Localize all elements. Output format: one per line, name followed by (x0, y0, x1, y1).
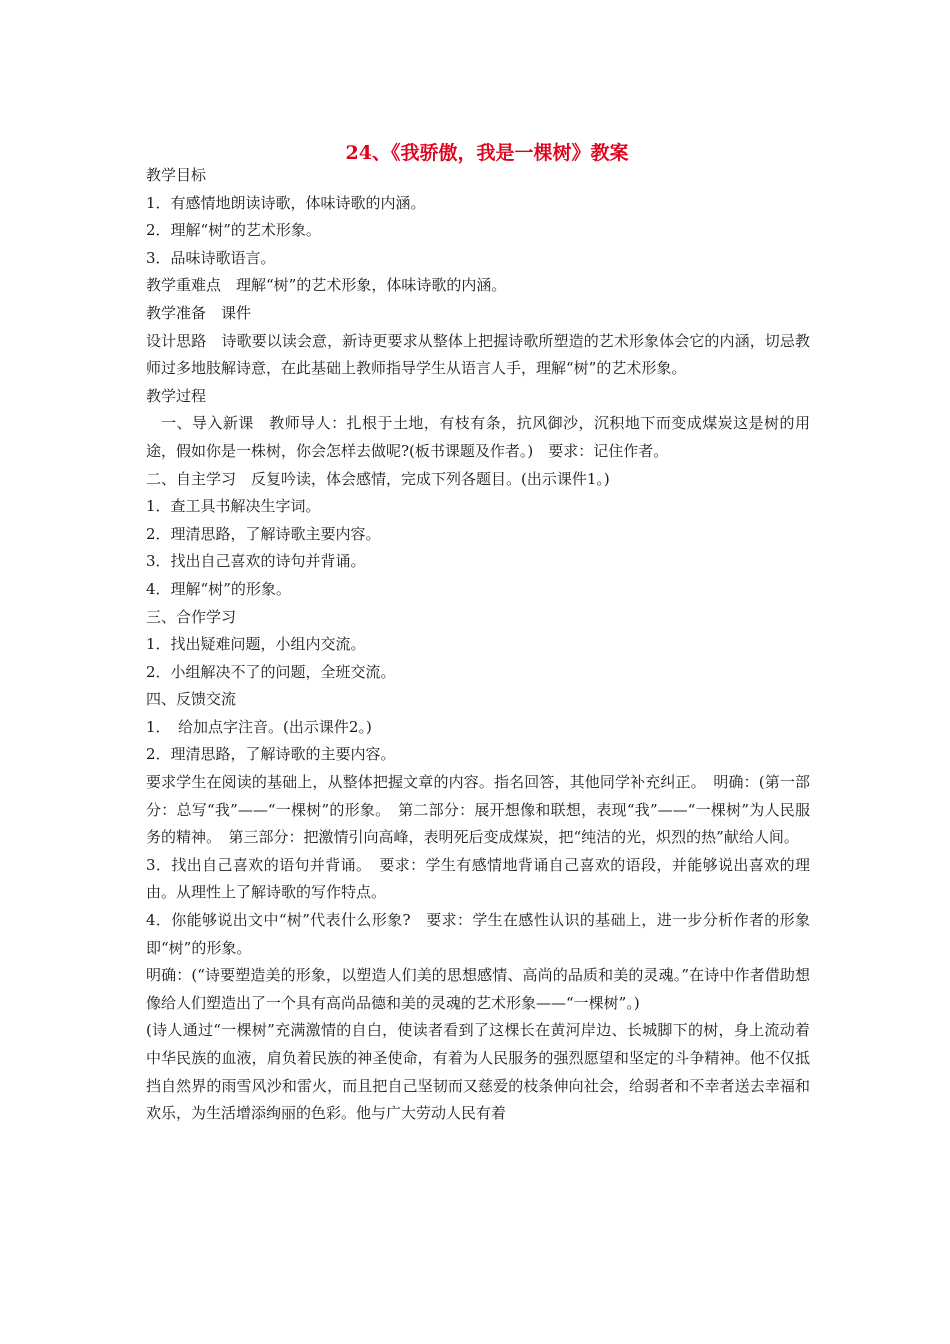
section-3-item-2: 2．小组解决不了的问题，全班交流。 (146, 662, 396, 681)
section-4-heading: 四、反馈交流 (146, 690, 237, 709)
section-3-item-1: 1．找出疑难问题，小组内交流。 (146, 635, 366, 654)
section-4-paragraph-image: 4．你能够说出文中“树”代表什么形象? 要求：学生在感性认识的基础上，进一步分析作者的形象即“树”的形象。 (146, 911, 810, 957)
document-title: 24、《我骄傲，我是一棵树》教案 (345, 142, 629, 164)
teaching-preparation: 教学准备 课件 (146, 303, 252, 322)
section-2-item-2: 2．理清思路，了解诗歌主要内容。 (146, 524, 381, 543)
section-4-paragraph-structure: 要求学生在阅读的基础上，从整体把握文章的内容。指名回答，其他同学补充纠正。 明确：(第一部分：总写“我”——“一棵树”的形象。 第二部分：展开想像和联想，表现“我”——“一棵树”为人民服务的精神。 第三部分：把激情引向高峰，表明死后变成煤炭，把“纯洁的光，炽烈的热”献给人间。 (146, 773, 810, 847)
section-4-paragraph-poet: (诗人通过“一棵树”充满激情的自白，使读者看到了这棵长在黄河岸边、长城脚下的树，身上流动着中华民族的血液，肩负着民族的神圣使命，有着为人民服务的强烈愿望和坚定的斗争精神。他不仅抵挡自然界的雨雪风沙和雷火，而且把自己坚韧而又慈爱的枝条伸向社会，给弱者和不幸者送去幸福和欢乐，为生活增添绚丽的色彩。他与广大劳动人民有着 (146, 1021, 810, 1123)
goal-item-3: 3．品味诗歌语言。 (146, 248, 276, 267)
section-4-paragraph-recite: 3．找出自己喜欢的语句并背诵。 要求：学生有感情地背诵自己喜欢的语段，并能够说出喜欢的理由。从理性上了解诗歌的写作特点。 (146, 855, 810, 902)
section-2-item-1: 1．查工具书解决生字词。 (146, 497, 321, 516)
design-idea-paragraph: 设计思路 诗歌要以读会意，新诗更要求从整体上把握诗歌所塑造的艺术形象体会它的内涵，切忌教师过多地肢解诗意，在此基础上教师指导学生从语言人手，理解“树”的艺术形象。 (146, 331, 810, 378)
section-2-heading: 二、自主学习 反复吟读，体会感情，完成下列各题目。(出示课件1。) (146, 469, 610, 488)
section-1-introduction: 一、导入新课 教师导人：扎根于土地，有枝有条，抗风御沙，沉积地下而变成煤炭这是树的用途，假如你是一株树，你会怎样去做呢?(板书课题及作者。) 要求：记住作者。 (146, 414, 810, 460)
section-2-item-4: 4．理解“树”的形象。 (146, 579, 291, 598)
heading-teaching-process: 教学过程 (146, 386, 207, 405)
section-2-item-3: 3．找出自己喜欢的诗句并背诵。 (146, 552, 366, 571)
goal-item-1: 1．有感情地朗读诗歌，体味诗歌的内涵。 (146, 193, 426, 212)
section-4-item-1: 1． 给加点字注音。(出示课件2。) (146, 717, 372, 736)
heading-teaching-goals: 教学目标 (146, 166, 207, 184)
section-3-heading: 三、合作学习 (146, 607, 237, 626)
key-difficulty: 教学重难点 理解“树”的艺术形象，体味诗歌的内涵。 (146, 276, 507, 295)
section-4-item-2: 2．理清思路，了解诗歌的主要内容。 (146, 745, 396, 764)
section-4-paragraph-clarify: 明确：(“诗要塑造美的形象，以塑造人们美的思想感情、高尚的品质和美的灵魂。”在诗中作者借助想像给人们塑造出了一个具有高尚品德和美的灵魂的艺术形象——“一棵树”。) (146, 966, 810, 1012)
goal-item-2: 2．理解“树”的艺术形象。 (146, 221, 321, 240)
